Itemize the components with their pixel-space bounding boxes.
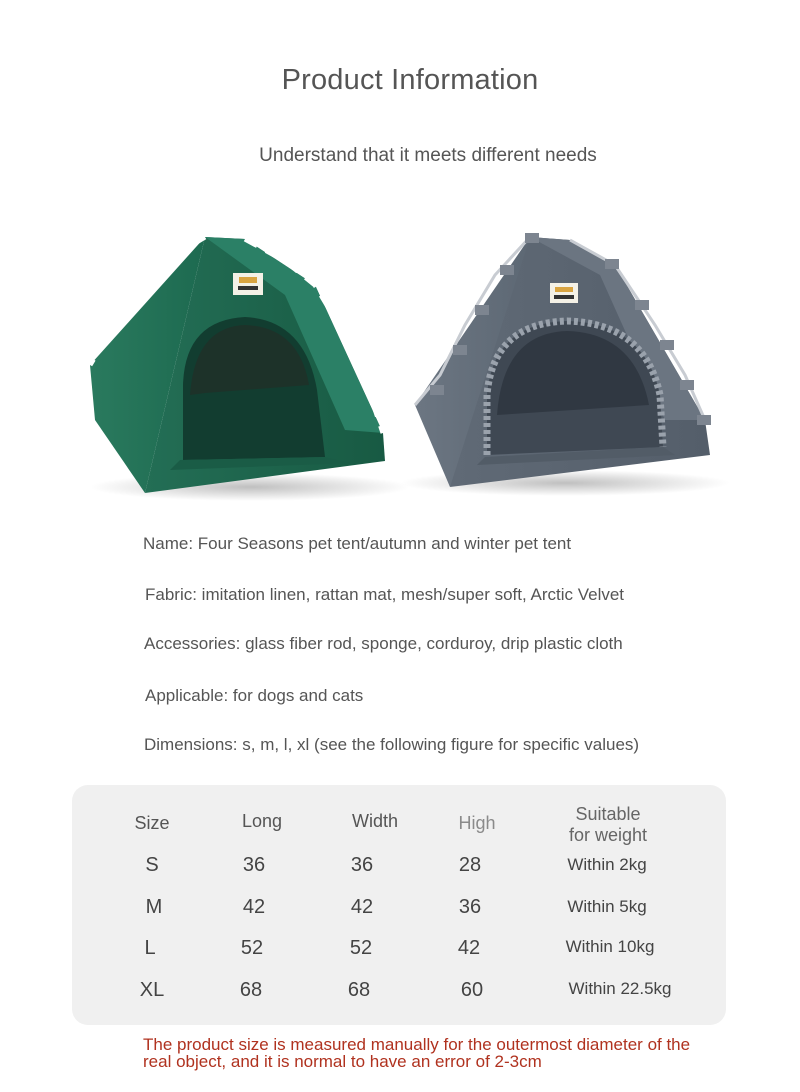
row-s-size: S (145, 854, 159, 876)
header-long: Long (241, 811, 283, 831)
row-xl-width: 68 (347, 979, 371, 1001)
row-xl-high: 60 (460, 979, 484, 1001)
row-l-size: L (144, 937, 156, 959)
row-s-long: 36 (242, 854, 266, 876)
header-weight (550, 804, 666, 846)
row-s-high: 28 (458, 854, 482, 876)
green-tent (90, 237, 410, 501)
row-m-long: 42 (242, 896, 266, 918)
row-m-size: M (145, 896, 163, 918)
measurement-note: The product size is measured manually for the outermost diameter of the real object, and it is normal to have an error of 2-3cm (143, 1035, 691, 1071)
header-weight-line1: Suitable (575, 804, 641, 824)
page-title: Product Information (281, 64, 539, 96)
row-l-long: 52 (240, 937, 264, 959)
header-width: Width (351, 811, 398, 831)
product-image (55, 215, 745, 515)
row-m-high: 36 (458, 896, 482, 918)
row-m-width: 42 (350, 896, 374, 918)
gray-tent (400, 233, 730, 496)
row-l-weight: Within 10kg (565, 937, 655, 956)
page-subtitle: Understand that it meets different needs (259, 145, 597, 166)
row-xl-size: XL (139, 979, 165, 1001)
header-size: Size (134, 813, 170, 833)
size-table (72, 785, 726, 1025)
row-l-width: 52 (349, 937, 373, 959)
spec-name: Name: Four Seasons pet tent/autumn and winter pet tent (143, 534, 572, 553)
spec-accessories: Accessories: glass fiber rod, sponge, corduroy, drip plastic cloth (144, 634, 623, 653)
header-weight-line2: for weight (568, 825, 648, 845)
row-m-weight: Within 5kg (567, 897, 647, 916)
row-xl-long: 68 (239, 979, 263, 1001)
row-s-weight: Within 2kg (567, 855, 647, 874)
spec-dimensions: Dimensions: s, m, l, xl (see the following figure for specific values) (144, 735, 640, 754)
header-high: High (458, 813, 496, 833)
spec-applicable: Applicable: for dogs and cats (145, 686, 364, 705)
spec-fabric: Fabric: imitation linen, rattan mat, mesh/super soft, Arctic Velvet (145, 585, 625, 604)
row-l-high: 42 (457, 937, 481, 959)
row-xl-weight: Within 22.5kg (568, 979, 672, 998)
row-s-width: 36 (350, 854, 374, 876)
